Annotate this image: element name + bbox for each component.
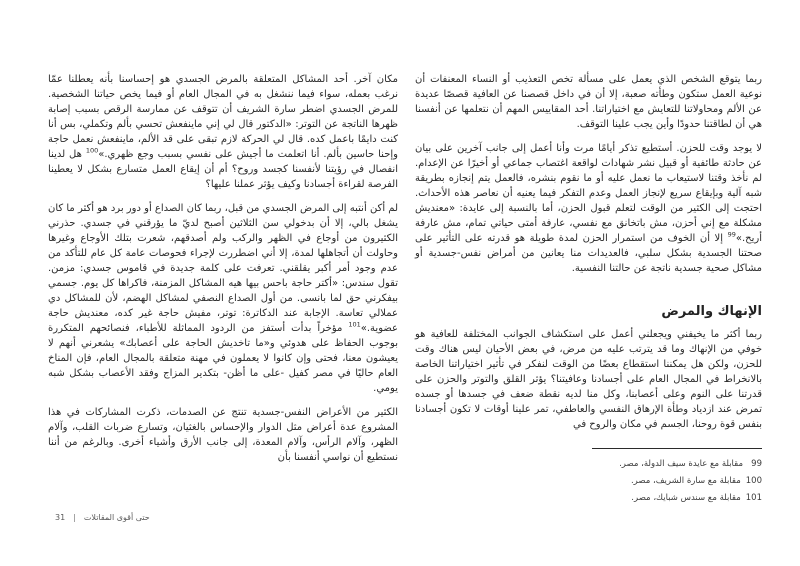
- left-text-column: [48, 72, 398, 474]
- footer-divider: |: [73, 513, 76, 522]
- footnote-number: 101: [745, 493, 762, 503]
- footnote-item: [415, 490, 762, 507]
- footnote-text: مقابلة مع سندس شبايك، مصر.: [631, 493, 741, 503]
- body-paragraph: ربما أكثر ما يخيفني ويجعلني أعمل على استكشاف الجوانب المختلفة للعافية هو خوفي من الإنهاك وما قد يترتب عليه من مرض، في بعض الأحيان ليس هناك وقت للحزن، ولكن هل يمكننا استقطاع بعضًا من الوقت لنفكر في تأثير اختياراتنا الخاصة بالانخراط في المجال العام على أجسادنا وعافيتنا؟ يؤثر القلق والتوتر والحزن على قدرتنا على النوم وعلى أعصابنا، وكل منا لديه نقطة ضعف في جسدها أو جسده تمرض عند ازدياد وطأة الإرهاق النفسي والعاطفي، تمر علينا أوقات لا تكون أجسادنا بنفس قوة روحنا، الجسم في مكان والروح في: [415, 329, 762, 430]
- page-number: 31: [55, 513, 66, 522]
- page-footer: [55, 513, 150, 522]
- footnote-item: [415, 456, 762, 473]
- footnote-item: [415, 473, 762, 490]
- section-heading: الإنهاك والمرض: [661, 304, 762, 319]
- body-paragraph: ربما يتوقع الشخص الذي يعمل على مسألة تخص التعذيب أو النساء المعنفات أن نوعية العمل ستكون وطأته صعبة، إلا أن في داخل قصصنا عن العافية قصصًا عديدة عن الألم ومحاولاتنا للتعايش مع اختياراتنا. أحد المقاييس المهم أن نتعلمها عن أنفسنا هي أن لطاقتنا حدودًا وأين يجب علينا التوقف.: [415, 74, 762, 130]
- body-paragraph: مكان آخر. أحد المشاكل المتعلقة بالمرض الجسدي هو إحساسنا بأنه يعطلنا عمّا نرغب بعمله، سواء فيما ننشغل به في المجال العام أو فيما يخص حياتنا الشخصية. للمرض الجسدي اضطر سارة الشريف أن تتوقف عن ممارسة الرقص بسبب إصابة ظهرها الناتجة عن التوتر: «الدكتور قال لي إني ماينفعش تحسي بألم وتكملي، بس أنا كنت دايمًا باعمل كده. قال لي الحركة لازم تبقى على قد الألم، ماينفعش نعمل حاجة وإحنا حاسين بألم. أنا اتعلمت ما أجيش على نفسي بسبب وجع ظهري.»$^{100}$ هل لدينا انفصال في رؤيتنا لأنفسنا كجسد وروح؟ أم أن إيقاع العمل متسارع بشكل لا يعطينا الفرصة لقراءة أجسادنا وكيف يؤثر عملنا عليها؟: [48, 74, 398, 190]
- footnote-separator: [592, 448, 762, 449]
- footnote-number: 99: [751, 459, 762, 469]
- body-paragraph: لا يوجد وقت للحزن. أستطيع تذكر أيامًا مرت وأنا أعمل إلى جانب آخرين على بيان عن حادثة طائفية أو قبيل نشر شهادات لواقعة اغتصاب جماعي أو أخيرًا عن الإعدام. لم نأخذ وقتنا لاستيعاب ما نعمل عليه أو ما نقوم بنشره، فالعمل يتم إنجازه بطريقة شبه آلية وبإيقاع سريع لإنجاز العمل وعدم التفكر فيما يعنيه أن نعاصر هذه الأحداث. احتجت إلى الكثير من الوقت لتعلم قبول الحزن، أما بالنسبة إلى عايدة: «معنديش مشكلة مع إني أحزن، مش باتخانق مع نفسي، عارفة أمتى حياتي تمام، مش عارفة أريح.»$^{99}$ إلا أن الخوف من استمرار الحزن لمدة طويلة هو قدرته على التأثير على صحتنا الجسدية بشكل سلبي، فالعديدات منا يعانين من أمراض نفس-جسدية أو مشاكل صحية جسدية ناتجة عن حالتنا النفسية.: [415, 143, 762, 274]
- right-text-column: [415, 72, 762, 507]
- body-paragraph: لم أكن أنتبه إلى المرض الجسدي من قبل، ربما كان الصداع أو دور برد هو أكثر ما كان يشغل بالي، إلا أن بدخولي سن الثلاثين أصبح لديّ ما يؤرقني في جسدي. حذرني الكثيرون من أوجاع في الظهر والركب ولم أصدقهم، شعرت بتلك الأوجاع وغيرها وحاولت أن أتجاهلها لمدة، إلا أني اضطررت لإجراء فحوصات عامة كل عام للتأكد من عدم وجود أمر أكبر يقلقني. تعرفت على كلمة جديدة في قاموس جسدي: مزمن. تقول سندس: «أكتر حاجة باحس بيها هيه المشاكل المزمنة، فاكراها كل يوم. جسمي بيفكرني حق لما بانسى. من أول الصداع النصفي لمشاكل الهضم، لأن للمشاكل دي عملالي تعاسة. الإجابة عند الدكاترة: توتر، مفيش حاجة غير كده، معنديش حاجة عضوية.»$^{101}$ مؤخراً بدأت أستفز من الردود المماثلة للأطباء، فنصائحهم المتكررة بوجوب الحفاظ على هدوئي و«ما تاخديش الحاجة على أعصابك» يشعرني أنهم لا يعيشون معنا، فحتى وإن كانوا لا يعملون في مهنة متعلقة بالمجال العام، فإن المناخ العام حاليًا في مصر كفيل -على ما أظن- بتكدير المزاج وفقد الأعصاب بشكل شبه يومي.: [48, 203, 398, 394]
- footnote-marker: 100: [85, 146, 99, 155]
- body-paragraph: الكثير من الأعراض النفس-جسدية تنتج عن الصدمات، ذكرت المشاركات في هذا المشروع عدة أعراض مثل الدوار والإحساس بالغثيان، وتسارع ضربات القلب، وآلام الظهر، وآلام الرأس، وآلام المعدة، إلى جانب الأرق وأشياء أخرى. وبالرغم من أننا نستطيع أن نواسي أنفسنا بأن: [48, 407, 398, 463]
- footnote-marker: 101: [348, 320, 361, 329]
- running-title: حتى أقوى المقاتلات: [83, 513, 150, 522]
- footnote-text: مقابلة مع عايدة سيف الدولة، مصر.: [619, 459, 743, 469]
- footnotes-block: [415, 448, 762, 507]
- footnote-text: مقابلة مع سارة الشريف، مصر.: [630, 476, 741, 486]
- footnote-marker: 99: [727, 230, 736, 239]
- footnote-number: 100: [745, 476, 762, 486]
